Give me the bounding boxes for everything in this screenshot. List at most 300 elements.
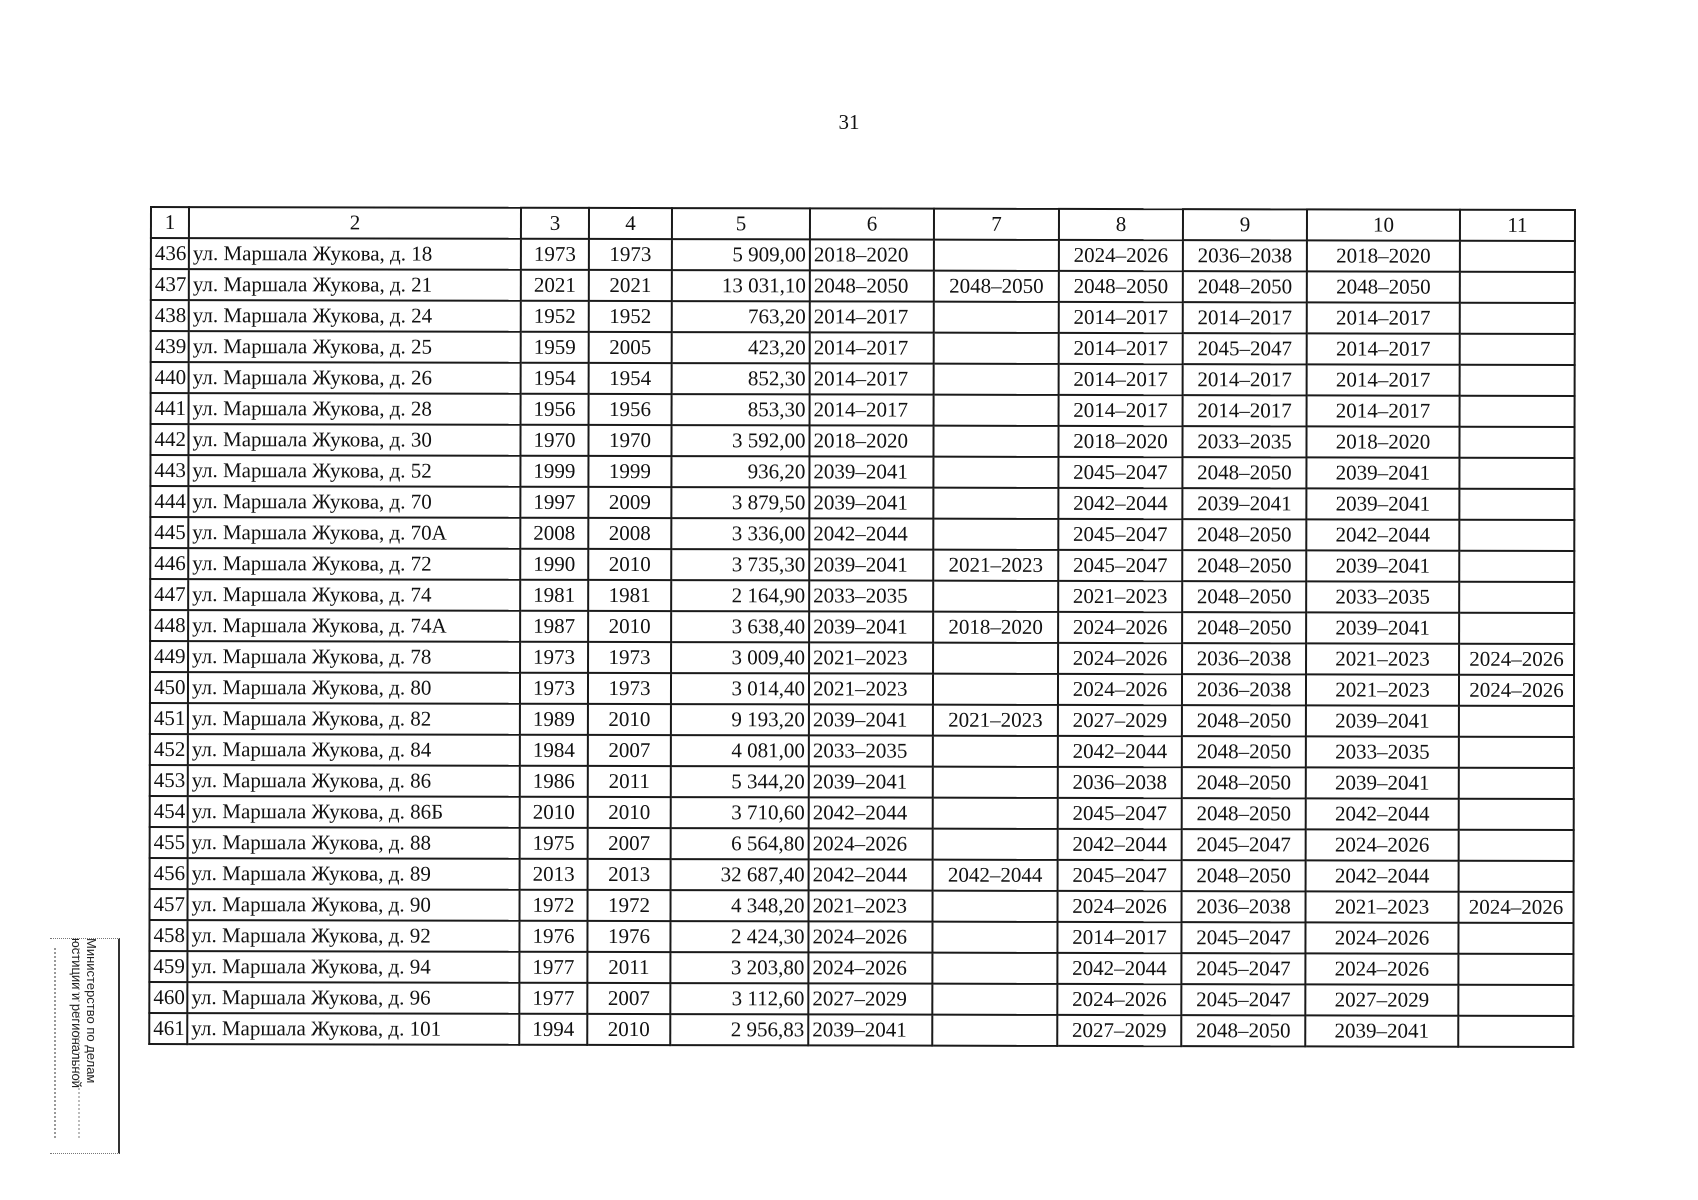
area-cell: 853,30 <box>672 394 810 425</box>
year-cell: 1970 <box>520 425 588 456</box>
period-cell <box>934 240 1059 271</box>
table-row <box>150 424 1574 458</box>
period-cell: 2018–2020 <box>809 425 933 456</box>
area-cell: 13 031,10 <box>672 270 810 301</box>
period-cell: 2036–2038 <box>1183 240 1307 271</box>
row-number-cell: 441 <box>151 393 189 424</box>
stamp-line-1: Министерство по делам <box>84 938 99 1084</box>
period-cell <box>933 767 1058 798</box>
period-cell: 2039–2041 <box>1182 488 1306 519</box>
address-cell: ул. Маршала Жукова, д. 94 <box>187 951 519 983</box>
table-row <box>150 579 1574 613</box>
area-cell: 32 687,40 <box>671 859 809 890</box>
period-cell: 2048–2050 <box>1182 457 1306 488</box>
area-cell: 3 014,40 <box>671 673 809 704</box>
address-cell: ул. Маршала Жукова, д. 92 <box>187 920 519 952</box>
period-cell <box>1459 799 1574 830</box>
period-cell: 2018–2020 <box>933 612 1058 643</box>
period-cell: 2039–2041 <box>809 456 933 487</box>
table-row <box>151 393 1575 427</box>
address-cell: ул. Маршала Жукова, д. 24 <box>189 300 521 332</box>
period-cell <box>1458 1016 1573 1047</box>
period-cell <box>933 891 1058 922</box>
area-cell: 3 735,30 <box>671 549 809 580</box>
period-cell: 2014–2017 <box>1057 922 1181 953</box>
year-cell: 2007 <box>588 828 671 859</box>
period-cell: 2024–2026 <box>1459 644 1574 675</box>
column-header: 4 <box>589 208 672 239</box>
period-cell: 2045–2047 <box>1181 953 1305 984</box>
period-cell: 2042–2044 <box>1306 860 1459 891</box>
year-cell: 1976 <box>587 921 670 952</box>
year-cell: 2005 <box>589 332 672 363</box>
year-cell: 2010 <box>588 797 671 828</box>
period-cell: 2039–2041 <box>809 704 933 735</box>
year-cell: 1973 <box>520 642 588 673</box>
column-header: 2 <box>189 207 521 239</box>
column-header: 3 <box>521 208 589 239</box>
year-cell: 1972 <box>520 890 588 921</box>
stamp-line-2: юстиции и региональной <box>69 938 84 1089</box>
year-cell: 2010 <box>588 549 671 580</box>
period-cell: 2033–2035 <box>1182 426 1306 457</box>
area-cell: 2 424,30 <box>670 921 808 952</box>
period-cell <box>932 922 1057 953</box>
period-cell <box>933 488 1058 519</box>
period-cell <box>934 395 1059 426</box>
period-cell <box>933 829 1058 860</box>
period-cell: 2042–2044 <box>809 859 933 890</box>
year-cell: 1986 <box>520 766 588 797</box>
year-cell: 1973 <box>521 239 589 270</box>
column-header: 10 <box>1307 209 1460 240</box>
period-cell: 2018–2020 <box>1058 426 1182 457</box>
year-cell: 1973 <box>589 239 672 270</box>
period-cell: 2036–2038 <box>1182 674 1306 705</box>
period-cell <box>934 364 1059 395</box>
address-cell: ул. Маршала Жукова, д. 86Б <box>188 796 520 828</box>
period-cell: 2018–2020 <box>1307 240 1460 271</box>
period-cell: 2033–2035 <box>1306 736 1459 767</box>
area-cell: 4 081,00 <box>671 735 809 766</box>
period-cell: 2014–2017 <box>810 301 934 332</box>
year-cell: 2009 <box>588 487 671 518</box>
period-cell <box>1460 396 1575 427</box>
period-cell: 2045–2047 <box>1058 550 1182 581</box>
table-row <box>150 889 1574 923</box>
period-cell <box>1458 923 1573 954</box>
table-row <box>150 858 1574 892</box>
area-cell: 3 879,50 <box>671 487 809 518</box>
period-cell: 2048–2050 <box>1182 519 1306 550</box>
period-cell: 2042–2044 <box>1306 519 1459 550</box>
year-cell: 2010 <box>587 1014 670 1045</box>
table-row <box>149 951 1573 985</box>
year-cell: 1956 <box>521 394 589 425</box>
year-cell: 2010 <box>520 797 588 828</box>
address-cell: ул. Маршала Жукова, д. 84 <box>188 734 520 766</box>
period-cell: 2014–2017 <box>1059 302 1183 333</box>
period-cell: 2045–2047 <box>1181 922 1305 953</box>
period-cell: 2048–2050 <box>1307 271 1460 302</box>
table-row <box>150 548 1574 582</box>
address-cell: ул. Маршала Жукова, д. 82 <box>188 703 520 735</box>
year-cell: 1973 <box>588 642 671 673</box>
row-number-cell: 438 <box>151 300 189 331</box>
period-cell <box>933 643 1058 674</box>
area-cell: 3 112,60 <box>670 983 808 1014</box>
period-cell: 2018–2020 <box>810 239 934 270</box>
period-cell <box>1459 489 1574 520</box>
year-cell: 1954 <box>521 363 589 394</box>
table-row <box>151 269 1575 303</box>
period-cell <box>933 674 1058 705</box>
area-cell: 3 336,00 <box>671 518 809 549</box>
row-number-cell: 451 <box>150 703 188 734</box>
area-cell: 3 710,60 <box>671 797 809 828</box>
period-cell: 2042–2044 <box>933 860 1058 891</box>
period-cell: 2021–2023 <box>1058 581 1182 612</box>
period-cell <box>933 426 1058 457</box>
period-cell: 2048–2050 <box>1182 860 1306 891</box>
period-cell: 2014–2017 <box>1183 302 1307 333</box>
year-cell: 2007 <box>588 735 671 766</box>
year-cell: 1952 <box>589 301 672 332</box>
table-row <box>150 703 1574 737</box>
table-row <box>150 517 1574 551</box>
period-cell: 2018–2020 <box>1306 426 1459 457</box>
year-cell: 2010 <box>588 611 671 642</box>
period-cell <box>1459 458 1574 489</box>
period-cell <box>1458 985 1573 1016</box>
period-cell <box>1459 706 1574 737</box>
period-cell: 2033–2035 <box>1306 581 1459 612</box>
row-number-cell: 457 <box>150 889 188 920</box>
address-cell: ул. Маршала Жукова, д. 26 <box>189 362 521 394</box>
period-cell: 2048–2050 <box>1183 271 1307 302</box>
period-cell: 2014–2017 <box>1307 395 1460 426</box>
period-cell <box>1460 334 1575 365</box>
period-cell <box>934 333 1059 364</box>
year-cell: 2021 <box>589 270 672 301</box>
table-header-row <box>151 207 1575 241</box>
period-cell: 2024–2026 <box>1058 891 1182 922</box>
year-cell: 1977 <box>519 983 587 1014</box>
period-cell: 2014–2017 <box>810 363 934 394</box>
period-cell: 2048–2050 <box>810 270 934 301</box>
table-row <box>150 796 1574 830</box>
period-cell: 2021–2023 <box>1306 674 1459 705</box>
period-cell: 2027–2029 <box>808 983 932 1014</box>
table-row <box>150 455 1574 489</box>
area-cell: 3 009,40 <box>671 642 809 673</box>
year-cell: 1999 <box>520 456 588 487</box>
table-row <box>151 331 1575 365</box>
row-number-cell: 445 <box>150 517 188 548</box>
column-header: 5 <box>672 208 810 239</box>
address-cell: ул. Маршала Жукова, д. 89 <box>188 858 520 890</box>
period-cell: 2039–2041 <box>1306 612 1459 643</box>
period-cell: 2014–2017 <box>1183 364 1307 395</box>
year-cell: 2008 <box>520 518 588 549</box>
period-cell: 2021–2023 <box>809 642 933 673</box>
period-cell: 2048–2050 <box>1182 550 1306 581</box>
table-row <box>151 362 1575 396</box>
year-cell: 1977 <box>519 952 587 983</box>
row-number-cell: 458 <box>149 920 187 951</box>
table-row <box>151 300 1575 334</box>
table-row <box>150 827 1574 861</box>
year-cell: 1972 <box>588 890 671 921</box>
row-number-cell: 460 <box>149 982 187 1013</box>
address-cell: ул. Маршала Жукова, д. 18 <box>189 238 521 270</box>
period-cell: 2045–2047 <box>1058 798 1182 829</box>
period-cell <box>1459 582 1574 613</box>
period-cell: 2024–2026 <box>808 952 932 983</box>
year-cell: 1975 <box>520 828 588 859</box>
period-cell: 2042–2044 <box>1058 488 1182 519</box>
row-number-cell: 449 <box>150 641 188 672</box>
period-cell: 2014–2017 <box>810 332 934 363</box>
year-cell: 1981 <box>588 580 671 611</box>
row-number-cell: 444 <box>150 486 188 517</box>
address-cell: ул. Маршала Жукова, д. 25 <box>189 331 521 363</box>
period-cell: 2042–2044 <box>1057 953 1181 984</box>
year-cell: 1981 <box>520 580 588 611</box>
column-header: 1 <box>151 207 189 238</box>
row-number-cell: 455 <box>150 827 188 858</box>
period-cell: 2048–2050 <box>1182 612 1306 643</box>
row-number-cell: 439 <box>151 331 189 362</box>
period-cell <box>933 519 1058 550</box>
address-cell: ул. Маршала Жукова, д. 78 <box>188 641 520 673</box>
year-cell: 1952 <box>521 301 589 332</box>
period-cell: 2039–2041 <box>809 549 933 580</box>
area-cell: 5 909,00 <box>672 239 810 270</box>
year-cell: 2013 <box>588 859 671 890</box>
table-row <box>150 765 1574 799</box>
period-cell <box>1460 272 1575 303</box>
table-row <box>149 920 1573 954</box>
year-cell: 1994 <box>519 1014 587 1045</box>
row-number-cell: 436 <box>151 238 189 269</box>
period-cell <box>932 984 1057 1015</box>
year-cell: 1984 <box>520 735 588 766</box>
period-cell <box>932 953 1057 984</box>
period-cell: 2048–2050 <box>1181 1015 1305 1046</box>
address-cell: ул. Маршала Жукова, д. 30 <box>188 424 520 456</box>
address-cell: ул. Маршала Жукова, д. 96 <box>187 982 519 1014</box>
period-cell: 2039–2041 <box>809 487 933 518</box>
year-cell: 2007 <box>587 983 670 1014</box>
row-number-cell: 440 <box>151 362 189 393</box>
table-row <box>150 672 1574 706</box>
period-cell: 2039–2041 <box>1306 457 1459 488</box>
area-cell: 2 956,83 <box>670 1014 808 1045</box>
page-number: 31 <box>838 110 860 134</box>
period-cell: 2039–2041 <box>808 1014 932 1045</box>
row-number-cell: 446 <box>150 548 188 579</box>
period-cell: 2014–2017 <box>1059 333 1183 364</box>
address-cell: ул. Маршала Жукова, д. 28 <box>189 393 521 425</box>
period-cell: 2024–2026 <box>1459 675 1574 706</box>
area-cell: 5 344,20 <box>671 766 809 797</box>
period-cell: 2042–2044 <box>809 797 933 828</box>
period-cell: 2027–2029 <box>1058 705 1182 736</box>
period-cell: 2021–2023 <box>933 550 1058 581</box>
period-cell <box>1459 830 1574 861</box>
period-cell: 2033–2035 <box>809 735 933 766</box>
row-number-cell: 452 <box>150 734 188 765</box>
period-cell <box>1459 613 1574 644</box>
table-row <box>150 734 1574 768</box>
table-row <box>149 982 1573 1016</box>
period-cell: 2039–2041 <box>809 611 933 642</box>
area-cell: 6 564,80 <box>671 828 809 859</box>
period-cell: 2039–2041 <box>1306 705 1459 736</box>
period-cell <box>933 798 1058 829</box>
period-cell: 2039–2041 <box>1305 1015 1458 1046</box>
period-cell: 2024–2026 <box>1058 674 1182 705</box>
period-cell <box>1459 861 1574 892</box>
period-cell: 2024–2026 <box>1306 829 1459 860</box>
area-cell: 936,20 <box>671 456 809 487</box>
address-cell: ул. Маршала Жукова, д. 101 <box>187 1013 519 1045</box>
period-cell: 2045–2047 <box>1058 860 1182 891</box>
period-cell: 2024–2026 <box>1305 922 1458 953</box>
year-cell: 1989 <box>520 704 588 735</box>
address-cell: ул. Маршала Жукова, д. 21 <box>189 269 521 301</box>
period-cell <box>933 581 1058 612</box>
period-cell <box>1460 241 1575 272</box>
address-cell: ул. Маршала Жукова, д. 74А <box>188 610 520 642</box>
year-cell: 2013 <box>520 859 588 890</box>
period-cell: 2027–2029 <box>1305 984 1458 1015</box>
period-cell: 2024–2026 <box>1058 612 1182 643</box>
year-cell: 1976 <box>519 921 587 952</box>
address-cell: ул. Маршала Жукова, д. 80 <box>188 672 520 704</box>
year-cell: 1973 <box>520 673 588 704</box>
address-cell: ул. Маршала Жукова, д. 70А <box>188 517 520 549</box>
period-cell: 2048–2050 <box>1182 705 1306 736</box>
area-cell: 3 203,80 <box>670 952 808 983</box>
year-cell: 1973 <box>588 673 671 704</box>
year-cell: 2021 <box>521 270 589 301</box>
area-cell: 3 638,40 <box>671 611 809 642</box>
period-cell <box>1459 520 1574 551</box>
period-cell: 2048–2050 <box>1182 736 1306 767</box>
area-cell: 423,20 <box>672 332 810 363</box>
period-cell: 2024–2026 <box>808 921 932 952</box>
period-cell: 2021–2023 <box>1306 643 1459 674</box>
period-cell: 2045–2047 <box>1183 333 1307 364</box>
period-cell: 2024–2026 <box>1058 643 1182 674</box>
year-cell: 2008 <box>588 518 671 549</box>
period-cell: 2048–2050 <box>1059 271 1183 302</box>
table-row <box>150 641 1574 675</box>
column-header: 8 <box>1059 209 1183 240</box>
period-cell: 2033–2035 <box>809 580 933 611</box>
period-cell <box>1459 768 1574 799</box>
address-cell: ул. Маршала Жукова, д. 70 <box>188 486 520 518</box>
row-number-cell: 443 <box>150 455 188 486</box>
row-number-cell: 459 <box>149 951 187 982</box>
column-header: 6 <box>810 208 934 239</box>
period-cell: 2042–2044 <box>1058 736 1182 767</box>
period-cell <box>1458 954 1573 985</box>
period-cell: 2039–2041 <box>1306 767 1459 798</box>
period-cell: 2039–2041 <box>1306 550 1459 581</box>
address-cell: ул. Маршала Жукова, д. 90 <box>188 889 520 921</box>
stamp-text <box>69 938 99 1152</box>
row-number-cell: 453 <box>150 765 188 796</box>
period-cell: 2045–2047 <box>1058 519 1182 550</box>
column-header: 11 <box>1460 210 1575 241</box>
year-cell: 1956 <box>589 394 672 425</box>
period-cell: 2014–2017 <box>1059 395 1183 426</box>
period-cell <box>1459 427 1574 458</box>
period-cell: 2014–2017 <box>1307 302 1460 333</box>
year-cell: 2011 <box>588 766 671 797</box>
address-cell: ул. Маршала Жукова, д. 52 <box>188 455 520 487</box>
period-cell: 2021–2023 <box>809 890 933 921</box>
address-cell: ул. Маршала Жукова, д. 86 <box>188 765 520 797</box>
period-cell: 2024–2026 <box>1459 892 1574 923</box>
period-cell: 2036–2038 <box>1182 891 1306 922</box>
area-cell: 852,30 <box>672 363 810 394</box>
table-row <box>150 486 1574 520</box>
row-number-cell: 437 <box>151 269 189 300</box>
year-cell: 1999 <box>588 456 671 487</box>
period-cell: 2048–2050 <box>1182 581 1306 612</box>
period-cell: 2024–2026 <box>1057 984 1181 1015</box>
period-cell <box>933 457 1058 488</box>
area-cell: 2 164,90 <box>671 580 809 611</box>
year-cell: 1990 <box>520 549 588 580</box>
housing-table <box>148 206 1576 1048</box>
period-cell <box>934 302 1059 333</box>
period-cell <box>1459 551 1574 582</box>
period-cell: 2014–2017 <box>1059 364 1183 395</box>
column-header: 7 <box>934 209 1059 240</box>
year-cell: 1959 <box>521 332 589 363</box>
row-number-cell: 461 <box>149 1013 187 1044</box>
period-cell: 2014–2017 <box>810 394 934 425</box>
period-cell: 2039–2041 <box>809 766 933 797</box>
period-cell: 2036–2038 <box>1182 643 1306 674</box>
area-cell: 763,20 <box>672 301 810 332</box>
year-cell: 1970 <box>588 425 671 456</box>
period-cell: 2042–2044 <box>1306 798 1459 829</box>
table-body <box>149 238 1575 1047</box>
row-number-cell: 456 <box>150 858 188 889</box>
period-cell: 2045–2047 <box>1181 984 1305 1015</box>
period-cell: 2021–2023 <box>809 673 933 704</box>
period-cell: 2014–2017 <box>1307 364 1460 395</box>
period-cell <box>1460 365 1575 396</box>
row-number-cell: 448 <box>150 610 188 641</box>
period-cell: 2045–2047 <box>1058 457 1182 488</box>
period-cell: 2027–2029 <box>1057 1015 1181 1046</box>
period-cell: 2021–2023 <box>933 705 1058 736</box>
period-cell <box>1459 737 1574 768</box>
table-row <box>151 238 1575 272</box>
ministry-stamp <box>50 938 118 1152</box>
column-header: 9 <box>1183 209 1307 240</box>
period-cell: 2048–2050 <box>934 271 1059 302</box>
table-row <box>149 1013 1573 1047</box>
period-cell: 2024–2026 <box>1059 240 1183 271</box>
